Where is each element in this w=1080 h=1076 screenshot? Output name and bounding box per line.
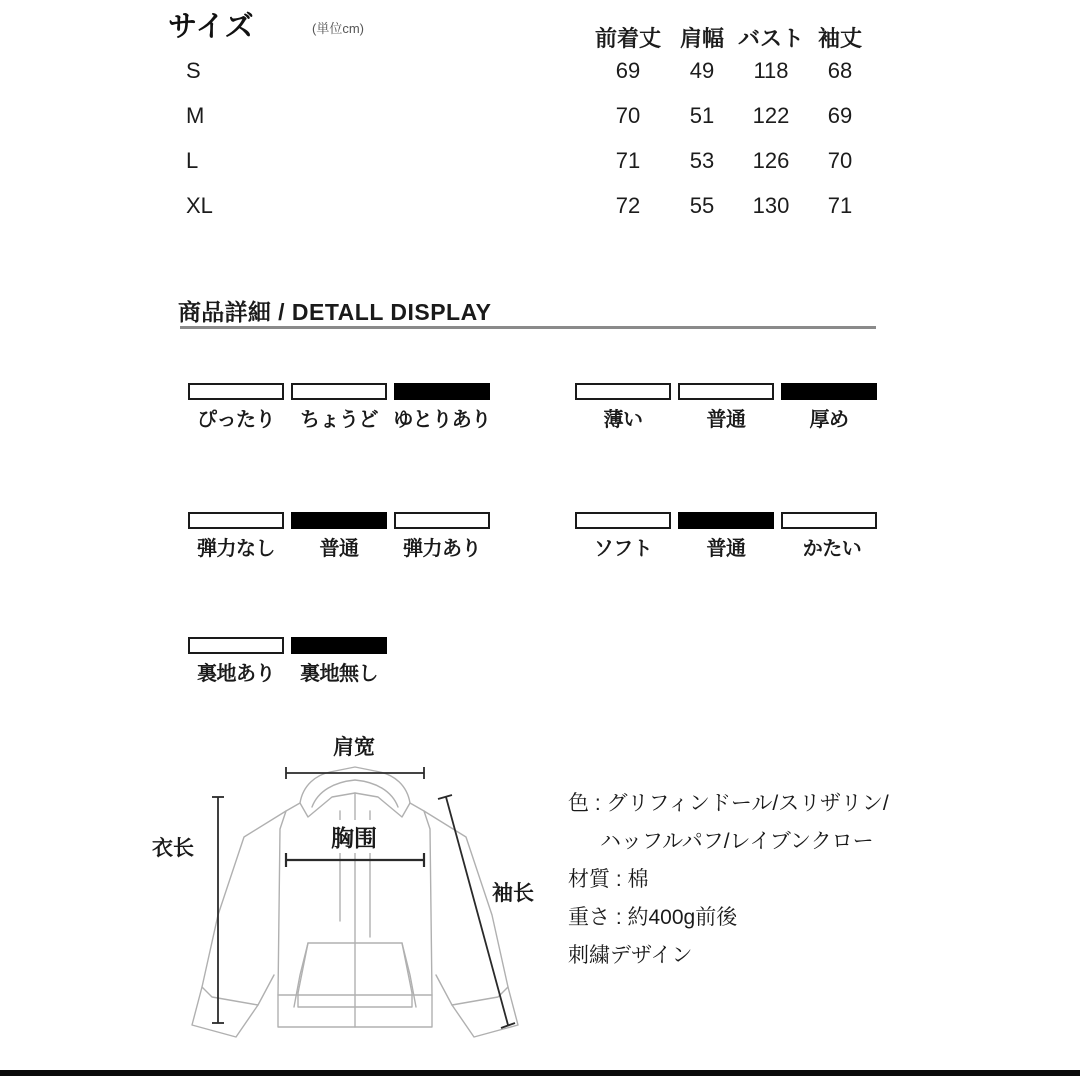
size-chart-section bbox=[0, 0, 1080, 240]
detail-title-en: DETALL DISPLAY bbox=[291, 299, 492, 325]
size-row-label-xl: XL bbox=[186, 193, 213, 218]
size-cell-s-1: 49 bbox=[689, 58, 715, 83]
size-cell-s-0: 69 bbox=[615, 58, 641, 83]
diagram-label-shoulder: 肩宽 bbox=[333, 736, 375, 759]
meter-thickness-label-2: 厚め bbox=[809, 409, 849, 431]
meter-thickness bbox=[575, 383, 877, 430]
meter-elasticity-bar-1[interactable] bbox=[291, 512, 387, 529]
meter-softness-label-0: ソフト bbox=[593, 538, 653, 560]
spec-line-color-cont: ハッフルパフ/レイブンクロー bbox=[600, 830, 874, 853]
meter-elasticity-label-0: 弾力なし bbox=[197, 538, 275, 560]
size-cell-m-1: 51 bbox=[689, 103, 715, 128]
meter-fit-label-1: ちょうど bbox=[300, 409, 378, 431]
size-cell-l-1: 53 bbox=[689, 148, 715, 173]
meter-thickness-bar-0[interactable] bbox=[575, 383, 671, 400]
hoodie-outline-group bbox=[192, 767, 518, 1037]
meter-softness-label-2: かたい bbox=[802, 538, 862, 560]
size-cell-m-3: 69 bbox=[827, 103, 853, 128]
meter-lining-bar-1[interactable] bbox=[291, 637, 387, 654]
measure-sleeve-arrow bbox=[438, 795, 515, 1028]
hoodie-cuff-right bbox=[452, 987, 518, 1037]
meter-fit-label-2: ゆとりあり bbox=[393, 409, 491, 431]
meter-elasticity-bar-0[interactable] bbox=[188, 512, 284, 529]
meter-softness-label-1: 普通 bbox=[706, 538, 746, 560]
size-column-header-0: 前着丈 bbox=[594, 26, 661, 51]
size-row-label-s: S bbox=[186, 58, 201, 83]
meter-elasticity-bar-2[interactable] bbox=[394, 512, 490, 529]
meter-fit-bar-0[interactable] bbox=[188, 383, 284, 400]
meter-softness-bar-2[interactable] bbox=[781, 512, 877, 529]
meter-thickness-label-0: 薄い bbox=[603, 409, 643, 431]
meter-thickness-labels bbox=[575, 400, 877, 430]
size-column-header-3: 袖丈 bbox=[817, 26, 862, 51]
spec-line-color: 色 : グリフィンドール/スリザリン/ bbox=[568, 792, 889, 815]
meter-elasticity-labels bbox=[188, 529, 490, 559]
size-cell-l-0: 71 bbox=[615, 148, 641, 173]
size-cell-xl-1: 55 bbox=[689, 193, 715, 218]
meter-lining-labels bbox=[188, 654, 387, 684]
garment-measurement-diagram bbox=[140, 725, 570, 1070]
size-unit-note: (単位cm) bbox=[312, 21, 364, 36]
hoodie-cuff-left bbox=[192, 987, 258, 1037]
size-cell-s-3: 68 bbox=[827, 58, 853, 83]
meter-softness bbox=[575, 512, 877, 559]
size-cell-l-3: 70 bbox=[827, 148, 853, 173]
diagram-label-sleeve: 袖长 bbox=[492, 882, 534, 905]
spec-line-weight: 重さ : 約400g前後 bbox=[568, 906, 738, 929]
meter-lining-bar-0[interactable] bbox=[188, 637, 284, 654]
meter-elasticity bbox=[188, 512, 490, 559]
meter-thickness-bar-1[interactable] bbox=[678, 383, 774, 400]
diagram-label-bust: 胸围 bbox=[327, 820, 381, 853]
meter-lining-label-1: 裏地無し bbox=[300, 663, 378, 685]
size-cell-m-2: 122 bbox=[752, 103, 790, 128]
meter-thickness-label-1: 普通 bbox=[706, 409, 746, 431]
meter-elasticity-label-1: 普通 bbox=[319, 538, 359, 560]
meter-softness-bars bbox=[575, 512, 877, 529]
meter-softness-bar-1[interactable] bbox=[678, 512, 774, 529]
meter-fit-bar-1[interactable] bbox=[291, 383, 387, 400]
diagram-label-length: 衣长 bbox=[152, 837, 194, 860]
size-cell-xl-0: 72 bbox=[615, 193, 641, 218]
size-cell-m-0: 70 bbox=[615, 103, 641, 128]
product-spec-list bbox=[568, 785, 968, 975]
meter-softness-labels bbox=[575, 529, 877, 559]
detail-display-header bbox=[178, 294, 878, 327]
meter-fit-bar-2[interactable] bbox=[394, 383, 490, 400]
size-row-label-l: L bbox=[186, 148, 199, 173]
detail-title-separator: / bbox=[271, 299, 292, 325]
detail-header-divider bbox=[180, 326, 876, 329]
meter-fit bbox=[188, 383, 490, 430]
meter-lining-label-0: 裏地あり bbox=[197, 663, 275, 685]
meter-softness-bar-0[interactable] bbox=[575, 512, 671, 529]
spec-line-design: 刺繍デザイン bbox=[568, 944, 693, 967]
meter-elasticity-bars bbox=[188, 512, 490, 529]
size-chart-title: サイズ bbox=[168, 11, 255, 43]
meter-lining bbox=[188, 637, 387, 684]
size-column-header-1: 肩幅 bbox=[679, 26, 724, 51]
measure-length-arrow bbox=[212, 797, 224, 1023]
size-cell-xl-3: 71 bbox=[827, 193, 853, 218]
size-row-label-m: M bbox=[186, 103, 205, 128]
meter-fit-label-0: ぴったり bbox=[197, 409, 275, 431]
measure-shoulder-arrow bbox=[286, 767, 424, 779]
detail-display-title bbox=[178, 294, 878, 327]
size-column-header-2: バスト bbox=[737, 26, 804, 51]
meter-fit-bars bbox=[188, 383, 490, 400]
bottom-edge-bar bbox=[0, 1070, 1080, 1076]
meter-elasticity-label-2: 弾力あり bbox=[403, 538, 481, 560]
meter-thickness-bar-2[interactable] bbox=[781, 383, 877, 400]
size-cell-s-2: 118 bbox=[753, 58, 789, 83]
size-cell-xl-2: 130 bbox=[752, 193, 790, 218]
hoodie-sleeve-left bbox=[202, 811, 286, 1005]
meter-fit-labels bbox=[188, 400, 490, 430]
meter-thickness-bars bbox=[575, 383, 877, 400]
size-cell-l-2: 126 bbox=[752, 148, 790, 173]
detail-title-jp: 商品詳細 bbox=[178, 299, 272, 325]
spec-line-material: 材質 : 棉 bbox=[568, 868, 649, 891]
meter-lining-bars bbox=[188, 637, 387, 654]
